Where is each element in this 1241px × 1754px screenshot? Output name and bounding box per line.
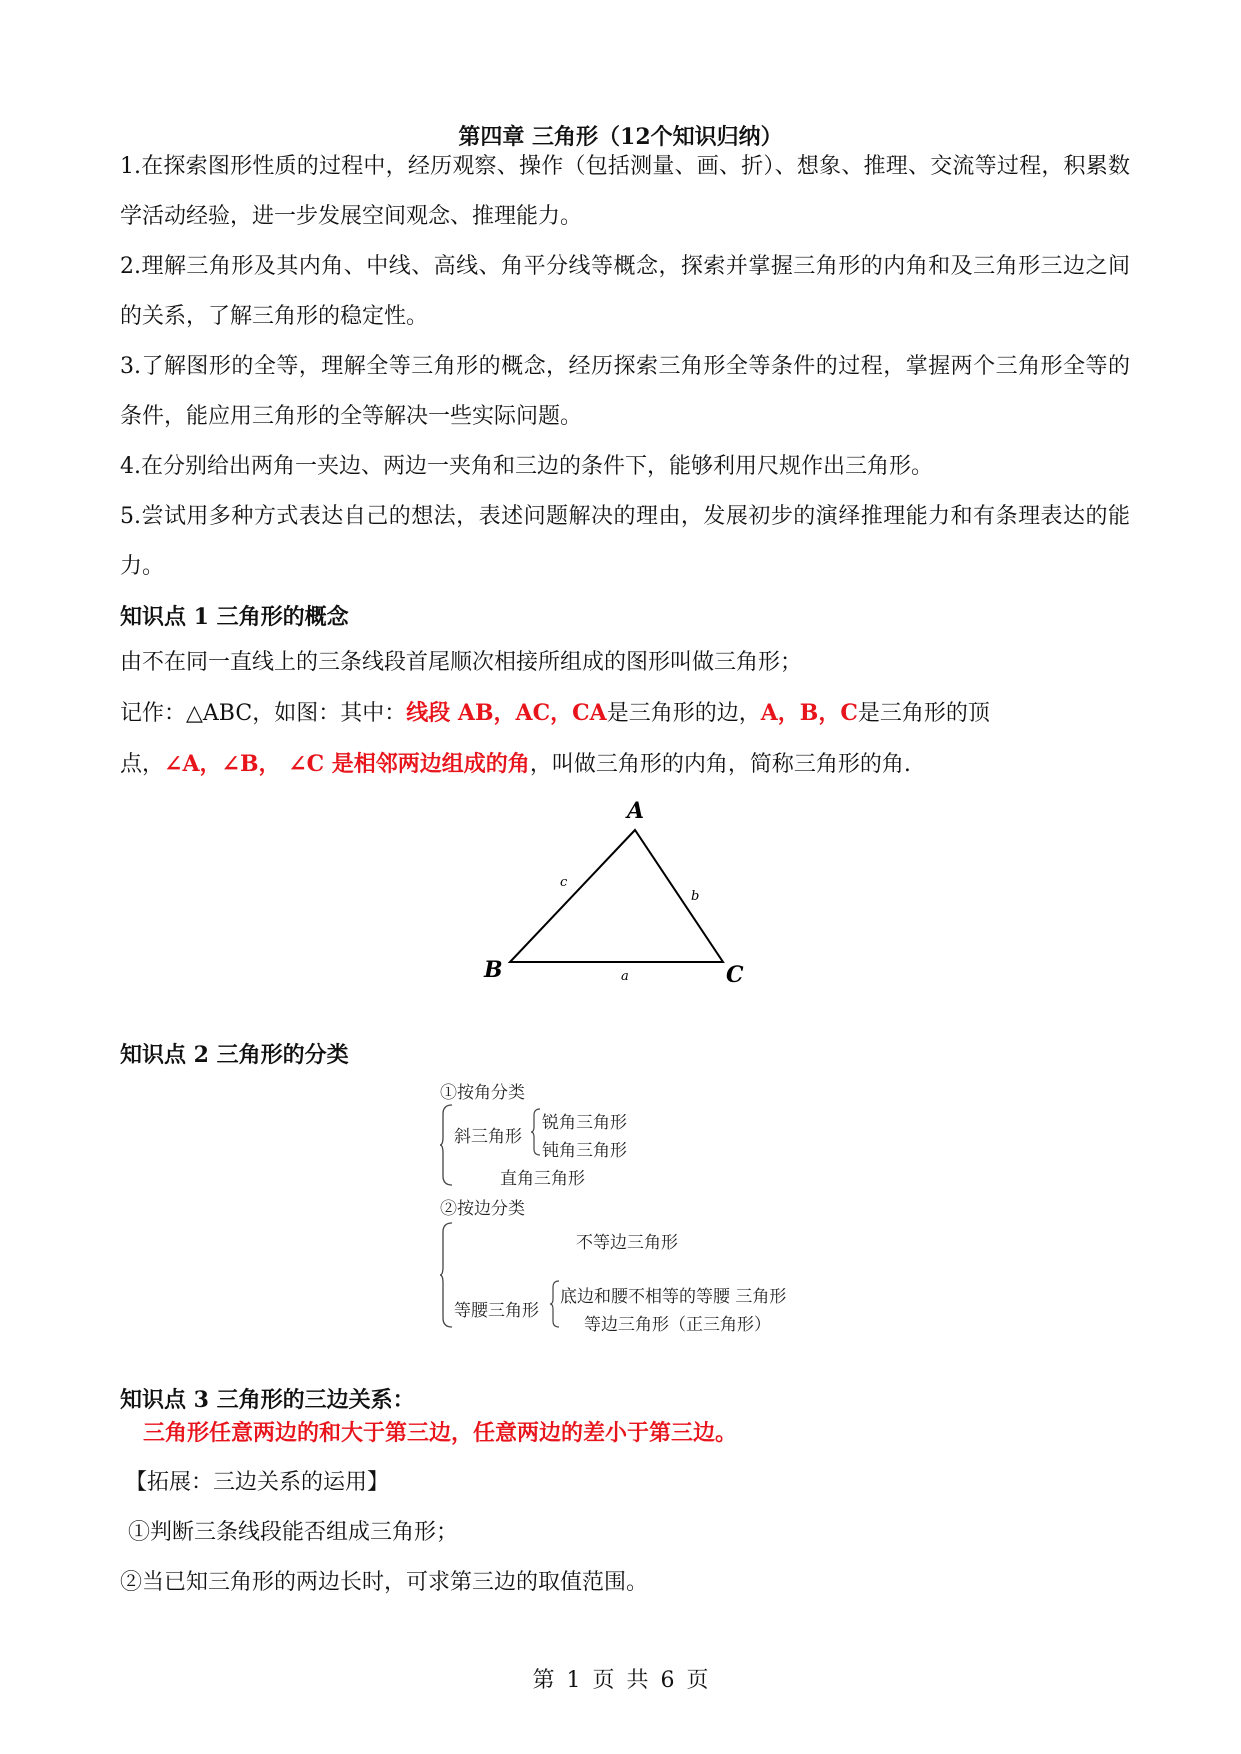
- k1-notation-f: 点，: [120, 752, 165, 777]
- page-title: 第四章 三角形（12个知识归纳）: [458, 124, 783, 150]
- objective-1: 1.在探索图形性质的过程中，经历观察、操作（包括测量、画、折）、想象、推理、交流等过程，积累数学活动经验，进一步发展空间观念、推理能力。: [120, 154, 1130, 229]
- oblique-triangle-label: 斜三角形: [454, 1127, 522, 1147]
- k1-notation-line-1: [120, 688, 1130, 739]
- footer-page-number: 1: [566, 1668, 581, 1693]
- right-triangle-label: 直角三角形: [500, 1169, 585, 1189]
- k1-heading: 知识点 1 三角形的概念: [120, 604, 349, 630]
- k1-vertices: A，B，C: [760, 700, 858, 726]
- classification-chart: [440, 1078, 840, 1338]
- angle-outer-brace: [440, 1104, 454, 1186]
- k1-notation-line-2: [120, 739, 1130, 790]
- k1-notation-c: 是三角形的边，: [606, 701, 761, 726]
- objective-4: 4.在分别给出两角一夹边、两边一夹角和三边的条件下，能够利用尺规作出三角形。: [120, 454, 933, 479]
- footer-total-pages: 6: [660, 1668, 675, 1693]
- side-b-label: b: [691, 889, 700, 904]
- objective-3: 3.了解图形的全等，理解全等三角形的概念，经历探索三角形全等条件的过程，掌握两个三角形全等的条件，能应用三角形的全等解决一些实际问题。: [120, 354, 1130, 429]
- vertex-a-label: A: [627, 798, 645, 824]
- objective-5: 5.尝试用多种方式表达自己的想法，表述问题解决的理由，发展初步的演绎推理能力和有条理表达的能力。: [120, 504, 1130, 579]
- scalene-triangle-label: 不等边三角形: [576, 1233, 678, 1253]
- equilateral-triangle-label: 等边三角形（正三角形）: [584, 1315, 771, 1335]
- side-c-label: c: [560, 875, 568, 890]
- by-angle-label: ①按角分类: [440, 1083, 525, 1103]
- by-side-label: ②按边分类: [440, 1199, 525, 1219]
- k1-angles: ∠A，∠B， ∠C 是相邻两边组成的角: [164, 751, 530, 777]
- footer-total-prefix: 共: [626, 1668, 649, 1693]
- triangle-figure: [470, 790, 770, 990]
- objective-2: 2.理解三角形及其内角、中线、高线、角平分线等概念，探索并掌握三角形的内角和及三角形三边之间的关系，了解三角形的稳定性。: [120, 254, 1130, 329]
- side-a-label: a: [621, 969, 629, 984]
- k1-sides: 线段 AB，AC，CA: [406, 700, 607, 726]
- obtuse-triangle-label: 钝角三角形: [542, 1141, 627, 1161]
- learning-objectives: [120, 142, 1130, 592]
- side-outer-brace: [440, 1222, 454, 1328]
- k1-notation-h: ，叫做三角形的内角，简称三角形的角.: [529, 752, 911, 777]
- k1-body: [120, 638, 1130, 790]
- acute-triangle-label: 锐角三角形: [542, 1113, 627, 1133]
- k1-notation-a: 记作：△ABC，如图：其中：: [120, 701, 407, 726]
- vertex-b-label: B: [484, 957, 503, 983]
- k3-extension-title: 【拓展：三边关系的运用】: [125, 1470, 390, 1495]
- footer-total-word: 页: [686, 1668, 709, 1693]
- k3-extension-1: ①判断三条线段能否组成三角形；: [128, 1520, 459, 1545]
- k3-rule: [143, 1408, 1153, 1459]
- k2-heading: 知识点 2 三角形的分类: [120, 1042, 349, 1068]
- page-footer: [0, 1663, 1241, 1694]
- vertex-c-label: C: [726, 962, 744, 988]
- k1-notation-e: 是三角形的顶: [857, 701, 990, 726]
- k3-heading: 知识点 3 三角形的三边关系：: [120, 1387, 415, 1413]
- k3-extension-2: ②当已知三角形的两边长时，可求第三边的取值范围。: [120, 1570, 649, 1595]
- k1-definition: 由不在同一直线上的三条线段首尾顺次相接所组成的图形叫做三角形；: [120, 650, 803, 675]
- oblique-brace: [531, 1108, 541, 1156]
- isosceles-triangle-label: 等腰三角形: [454, 1301, 539, 1321]
- k3-rule-text: 三角形任意两边的和大于第三边，任意两边的差小于第三边。: [143, 1420, 738, 1446]
- isosceles-general-label: 底边和腰不相等的等腰 三角形: [560, 1287, 787, 1307]
- footer-prefix: 第: [532, 1668, 555, 1693]
- isosceles-brace: [550, 1280, 560, 1328]
- footer-page-word: 页: [592, 1668, 615, 1693]
